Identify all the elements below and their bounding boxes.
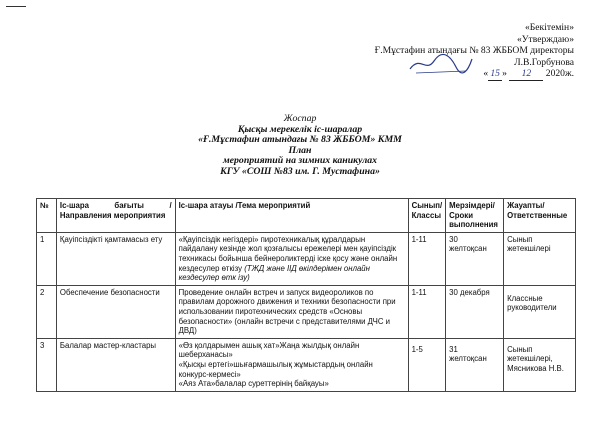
- row-name: «Қауіпсіздік негіздері» пиротехникалық құралдарын пайдалану кезінде жол қозғалысы ережелері мен қауіпсіздік техникасы бойынша бейнероликтерді іске қосу және онлайн кездесулер өткізу (ТЖД және ІІД өкілдерімен онлайн кездесулер өтк ізу): [175, 232, 408, 285]
- header-date: Мерзімдері/ Сроки выполнения: [446, 199, 504, 233]
- row-direction: Қауіпсіздікті қамтамасыз ету: [56, 232, 175, 285]
- date-month: 12: [509, 68, 543, 81]
- table-row: [37, 232, 576, 285]
- top-left-mark: [6, 6, 26, 7]
- title-line-1: Жоспар: [283, 113, 317, 124]
- row-classes: 1-5: [408, 338, 446, 391]
- header-class: Сынып/ Классы: [408, 199, 446, 233]
- row-responsible: Сынып жетекшілері, Мясникова Н.В.: [504, 338, 576, 391]
- row-responsible: Классные руководители: [504, 285, 576, 338]
- header-name: Іс-шара атауы /Тема мероприятий: [175, 199, 408, 233]
- header-num: №: [37, 199, 57, 233]
- row-direction: Обеспечение безопасности: [56, 285, 175, 338]
- table-row: [37, 338, 576, 391]
- row-date: 30 декабря: [446, 285, 504, 338]
- row-num: 2: [37, 285, 57, 338]
- row-name: Проведение онлайн встреч и запуск видеороликов по правилам дорожного движения и техники безопасности при использовании пиротехнических средств «Основы безопасности» (онлайн встречи с представителями ДЧС и ДВД): [175, 285, 408, 338]
- events-table: [36, 198, 576, 392]
- row-direction: Балалар мастер-кластары: [56, 338, 175, 391]
- approval-date: « 15 » 12 2020ж.: [483, 68, 574, 79]
- approval-line-3: Ғ.Мұстафин атындағы № 83 ЖББОМ директоры: [374, 45, 574, 56]
- date-day: 15: [488, 68, 502, 81]
- title-line-2: Қысқы мерекелік іс-шаралар: [237, 123, 363, 135]
- approval-line-2: «Утверждаю»: [516, 33, 574, 45]
- title-line-5: мероприятий на зимних каникулах: [222, 155, 378, 167]
- signature-row: [314, 57, 574, 69]
- header-direction: Іс-шара бағыты / Направления мероприятия: [56, 199, 175, 233]
- title-line-4: План: [288, 144, 312, 156]
- signature-mark: [406, 51, 476, 77]
- row-num: 3: [37, 338, 57, 391]
- title-line-6: КГУ «СОШ №83 им. Г. Мустафина»: [220, 165, 380, 177]
- row-classes: 1-11: [408, 285, 446, 338]
- director-name: Л.В.Горбунова: [514, 56, 574, 68]
- row-date: 31 желтоқсан: [446, 338, 504, 391]
- approval-line-1: «Бекітемін»: [524, 22, 574, 33]
- date-year: 2020ж.: [545, 68, 574, 79]
- table-header-row: [37, 199, 576, 233]
- title-line-3: «Ғ.Мұстафин атындағы № 83 ЖББОМ» КММ: [198, 134, 402, 146]
- approval-block: [314, 22, 574, 81]
- table-row: [37, 285, 576, 338]
- row-responsible: Сынып жетекшілері: [504, 232, 576, 285]
- document-title: [0, 114, 600, 178]
- row-classes: 1-11: [408, 232, 446, 285]
- header-responsible: Жауапты/ Ответственные: [504, 199, 576, 233]
- row-num: 1: [37, 232, 57, 285]
- row-date: 30 желтоқсан: [446, 232, 504, 285]
- row-name: «Өз қолдарымен ашық хат»Жаңа жылдық онлайн шеберханасы» «Қысқы ертегі»шығармашылық жұмыстардың онлайн конкурс-кермесі» «Аяз Ата»балалар суреттерінің байқауы»: [175, 338, 408, 391]
